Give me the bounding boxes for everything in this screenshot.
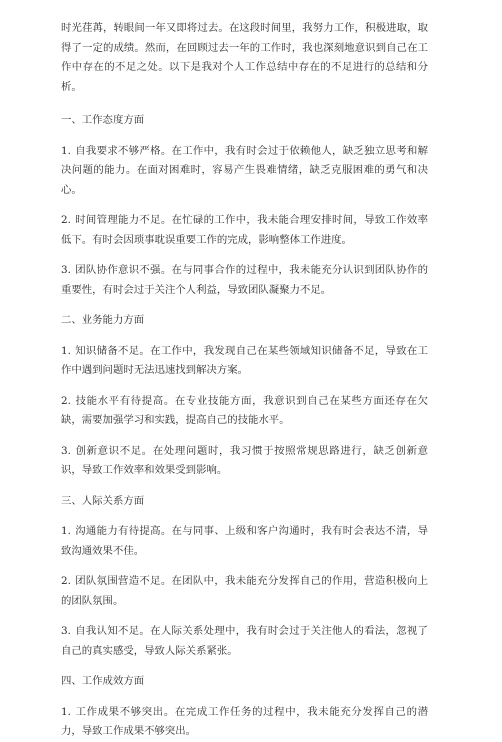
item-number: 2. (61, 214, 71, 226)
item-text: 沟通能力有待提高。在与同事、上级和客户沟通时，我有时会表达不清，导致沟通效果不佳。 (61, 525, 428, 557)
item-number: 3. (61, 264, 71, 276)
intro-paragraph: 时光荏苒，转眼间一年又即将过去。在这段时间里，我努力工作，积极进取，取得了一定的成绩。然而，在回顾过去一年的工作时，我也深刻地意识到自己在工作中存在的不足之处。以下是我对个人工作总结中存在的不足进行的总结和分析。 (61, 22, 428, 93)
list-item (61, 261, 428, 300)
list-item (61, 703, 428, 742)
item-number: 2. (61, 394, 71, 407)
item-text: 工作成果不够突出。在完成工作任务的过程中，我未能充分发挥自己的潜力，导致工作成果不够突出。 (61, 705, 428, 737)
section-heading-results: 四、工作成效方面 (61, 675, 145, 687)
section-heading-attitude: 一、工作态度方面 (61, 114, 145, 126)
item-text: 创新意识不足。在处理问题时，我习惯于按照常规思路进行，缺乏创新意识，导致工作效率和效果受到影响。 (61, 444, 428, 476)
list-item (61, 392, 428, 431)
item-text: 自我认知不足。在人际关系处理中，我有时会过于关注他人的看法，忽视了自己的真实感受，导致人际关系紧张。 (61, 625, 428, 657)
item-text: 知识储备不足。在工作中，我发现自己在某些领域知识储备不足，导致在工作中遇到问题时无法迅速找到解决方案。 (61, 344, 428, 376)
list-item (61, 211, 428, 250)
item-number: 3. (61, 625, 71, 637)
item-text: 时间管理能力不足。在忙碌的工作中，我未能合理安排时间，导致工作效率低下。有时会因琐事耽误重要工作的完成，影响整体工作进度。 (61, 214, 428, 246)
list-item (61, 442, 428, 481)
list-item (61, 522, 428, 561)
list-item (61, 622, 428, 661)
item-text: 自我要求不够严格。在工作中，我有时会过于依赖他人，缺乏独立思考和解决问题的能力。在面对困难时，容易产生畏难情绪，缺乏克服困难的勇气和决心。 (61, 144, 428, 196)
item-number: 1. (61, 525, 71, 537)
item-text: 团队氛围营造不足。在团队中，我未能充分发挥自己的作用，营造积极向上的团队氛围。 (61, 575, 428, 607)
item-number: 1. (61, 705, 71, 718)
item-number: 1. (61, 344, 71, 357)
section-heading-relations: 三、人际关系方面 (61, 494, 145, 507)
list-item (61, 142, 428, 201)
list-item (61, 342, 428, 381)
item-number: 1. (61, 144, 71, 157)
item-number: 3. (61, 444, 71, 457)
section-heading-skills: 二、业务能力方面 (61, 314, 145, 326)
item-text: 团队协作意识不强。在与同事合作的过程中，我未能充分认识到团队协作的重要性，有时会过于关注个人利益，导致团队凝聚力不足。 (61, 264, 428, 296)
item-text: 技能水平有待提高。在专业技能方面，我意识到自己在某些方面还存在欠缺，需要加强学习和实践，提高自己的技能水平。 (61, 394, 428, 426)
list-item (61, 572, 428, 611)
item-number: 2. (61, 575, 71, 587)
